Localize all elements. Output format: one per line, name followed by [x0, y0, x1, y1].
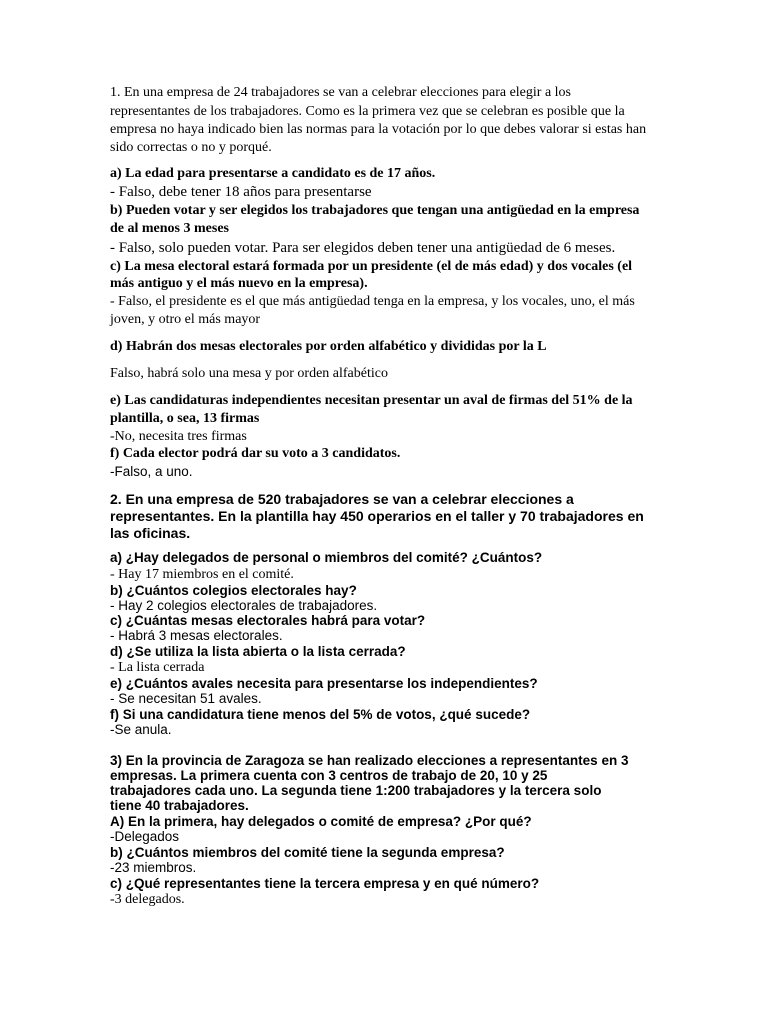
q2-f-answer: -Se anula.: [110, 722, 172, 737]
q3-c-answer: -3 delegados.: [110, 892, 185, 907]
q3-intro-line-3: trabajadores cada uno. La segunda tiene 1:200 trabajadores y la tercera solo: [110, 783, 602, 798]
q1-b-question-line-1: b) Pueden votar y ser elegidos los trabajadores que tengan una antigüedad en la empresa: [110, 203, 640, 218]
q1-e-question-line-2: plantilla, o sea, 13 firmas: [110, 411, 260, 426]
q3-intro-line-1: 3) En la provincia de Zaragoza se han realizado elecciones a representantes en 3: [110, 753, 629, 768]
q1-c-answer-line-1: - Falso, el presidente es el que más antigüedad tenga en la empresa, y los vocales, uno, el más: [110, 294, 635, 309]
q1-b-question-line-2: de al menos 3 meses: [110, 221, 229, 236]
q3-b-question: b) ¿Cuántos miembros del comité tiene la segunda empresa?: [110, 845, 505, 860]
q1-c-answer-line-2: joven, y otro el más mayor: [110, 312, 261, 327]
q3-intro-line-4: tiene 40 trabajadores.: [110, 798, 249, 813]
q1-b-answer: - Falso, solo pueden votar. Para ser elegidos deben tener una antigüedad de 6 meses.: [110, 240, 616, 256]
q2-intro-line-2: representantes. En la plantilla hay 450 operarios en el taller y 70 trabajadores en: [110, 508, 644, 524]
q3-a-answer: -Delegados: [110, 829, 180, 844]
q2-b-answer: - Hay 2 colegios electorales de trabajadores.: [110, 598, 378, 613]
q1-f-answer: -Falso, a uno.: [110, 464, 193, 479]
q1-d-question: d) Habrán dos mesas electorales por orden alfabético y divididas por la L: [110, 339, 547, 354]
q1-e-answer: -No, necesita tres firmas: [110, 429, 247, 444]
q2-f-question: f) Si una candidatura tiene menos del 5% de votos, ¿qué sucede?: [110, 707, 531, 722]
q1-c-question-line-2: más antiguo y el más nuevo en la empresa).: [110, 276, 368, 291]
q2-c-answer: - Habrá 3 mesas electorales.: [110, 628, 283, 643]
q1-intro-line-1: 1. En una empresa de 24 trabajadores se van a celebrar elecciones para elegir a los: [110, 85, 571, 100]
q3-b-answer: -23 miembros.: [110, 860, 197, 875]
q2-intro-line-1: 2. En una empresa de 520 trabajadores se van a celebrar elecciones a: [110, 491, 574, 507]
q1-intro-line-3: empresa no haya indicado bien las normas para la votación por lo que debes valorar si estas han: [110, 122, 647, 137]
q1-a-answer: - Falso, debe tener 18 años para presentarse: [110, 184, 372, 200]
q1-a-question: a) La edad para presentarse a candidato es de 17 años.: [110, 166, 436, 181]
q2-e-question: e) ¿Cuántos avales necesita para presentarse los independientes?: [110, 676, 538, 691]
q3-a-question: A) En la primera, hay delegados o comité de empresa? ¿Por qué?: [110, 814, 532, 829]
q2-a-answer: - Hay 17 miembros en el comité.: [110, 567, 294, 582]
q2-intro-line-3: las oficinas.: [110, 525, 191, 541]
q1-c-question-line-1: c) La mesa electoral estará formada por un presidente (el de más edad) y dos vocales (el: [110, 259, 633, 274]
q2-e-answer: - Se necesitan 51 avales.: [110, 691, 262, 706]
q1-intro-line-2: representantes de los trabajadores. Como es la primera vez que se celebran es posible que la: [110, 104, 625, 119]
q2-b-question: b) ¿Cuántos colegios electorales hay?: [110, 583, 357, 598]
q3-intro-line-2: empresas. La primera cuenta con 3 centros de trabajo de 20, 10 y 25: [110, 768, 548, 783]
q3-c-question: c) ¿Qué representantes tiene la tercera empresa y en qué número?: [110, 876, 540, 891]
q2-d-answer: - La lista cerrada: [110, 660, 205, 675]
q2-a-question: a) ¿Hay delegados de personal o miembros del comité? ¿Cuántos?: [110, 550, 543, 565]
q1-f-question: f) Cada elector podrá dar su voto a 3 candidatos.: [110, 446, 401, 461]
q1-intro-line-4: sido correctas o no y porqué.: [110, 140, 272, 155]
q1-e-question-line-1: e) Las candidaturas independientes necesitan presentar un aval de firmas del 51% de la: [110, 393, 633, 408]
q1-d-answer: Falso, habrá solo una mesa y por orden alfabético: [110, 366, 388, 381]
q2-d-question: d) ¿Se utiliza la lista abierta o la lista cerrada?: [110, 644, 406, 659]
q2-c-question: c) ¿Cuántas mesas electorales habrá para votar?: [110, 613, 426, 628]
